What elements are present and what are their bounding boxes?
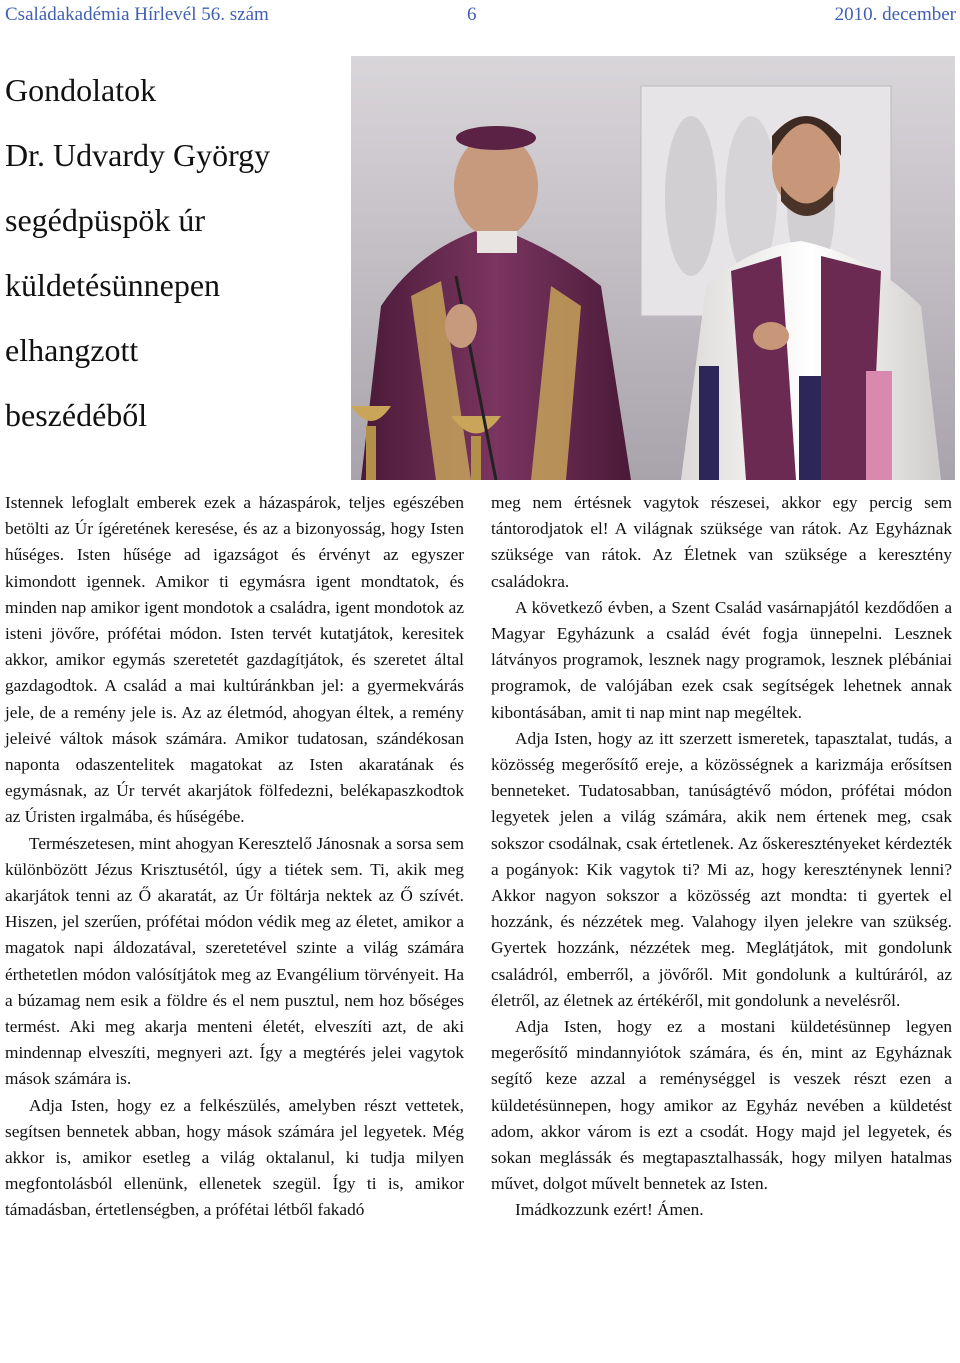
title-line: Gondolatok [5,72,157,108]
page-number: 6 [467,4,477,25]
title-line: segédpüspök úr [5,202,205,238]
article-title [5,58,345,448]
paragraph: Adja Isten, hogy ez a felkészülés, amelyben részt vettetek, segítsen bennetek abban, hogy mások számára jel legyetek. Még akkor is, amikor esetleg a világ oktalanul, ki tudja milyen megfontolásból ellenünk, ellenetek szegül. Így ti is, amikor támadásban, értetlenségben, a prófétai létből fakadó [5,1095,464,1220]
left-text-column [5,490,464,1224]
title-line: küldetésünnepen [5,267,221,303]
paragraph: meg nem értésnek vagytok részesei, akkor egy percig sem tántorodjatok el! A világnak szüksége van rátok. Az Egyháznak szüksége van rátok. Az Életnek van szüksége a keresztény családokra. [491,493,952,591]
title-line: elhangzott [5,332,139,368]
paragraph: Adja Isten, hogy ez a mostani küldetésünnep legyen megerősítő mindannyiótok számára, és én, mint az Egyháznak segítő keze azzal a reménységgel is veszek részt ezen a küldetésünnepen, hogy amikor az Egyház nevében a küldetést adom, akkor várom is ezt a csodát. Hogy majd jel legyetek, és sokan meglássák és megtapasztalhassák, hogy milyen hatalmas művet, dolgot művelt bennetek az Isten. [491,1017,952,1194]
right-text-column [491,490,952,1224]
paragraph: Adja Isten, hogy az itt szerzett ismeretek, tapasztalat, tudás, a közösség megerősítő ereje, a közösségnek a karizmája erősítsen benneteket. Tudatosabban, tanúságtévő módon, prófétai módon legyetek jelen a világ számára, akik nem értenek meg, csak sokszor csodálnak, csak értetlenek. Az őskeresztényeket kérdezték a pogányok: Kik vagytok ti? Mi az, hogy kereszténynek lenni? Akkor nagyon sokszor a közösség azt mondta: ti gyertek el hozzánk, és nézzétek meg. Valahogy ilyen jelekre van szükség. Gyertek hozzánk, nézzétek meg. Meglátjátok, mit gondolunk családról, emberről, a jövőről. Mit gondolunk a kultúráról, az életről, az életnek az értékéről, mit gondolunk a nevelésről. [491,728,952,1010]
paragraph: Természetesen, mint ahogyan Keresztelő Jánosnak a sorsa sem különbözött Jézus Krisztusétól, úgy a tiétek sem. Ti, akik meg akarjátok tenni az Ő akaratát, az Úr föltárja nektek az Ő szívét. Hiszen, jel szerűen, prófétai módon védik meg az életet, amikor a magatok napi áldozatával, szeretetével szinte a világ számára érthetetlen módon valósítjátok meg az Evangélium törvényeit. Ha a búzamag nem esik a földre és el nem pusztul, nem hoz bőséges termést. Aki meg akarja menteni életét, elveszíti azt, de aki mindennap elveszíti, megnyeri azt. Így a megtérés jelei vagytok mások számára is. [5,833,464,1089]
title-line: beszédéből [5,397,148,433]
closing-line: Imádkozzunk ezért! Ámen. [515,1200,704,1220]
photo-bishop-and-priest [351,56,955,480]
page-header [0,0,960,30]
paragraph: Istennek lefoglalt emberek ezek a házaspárok, teljes egészében betölti az Úr ígéretének keresése, és az a bizonyosság, hogy Isten hűséges. Isten hűsége ad igazságot és érvényt az egyszer kimondott igennek. Amikor ti egymásra igent mondtatok, és minden nap amikor igent mondotok a családra, igent mondotok az isteni jövőre, prófétai módon. Isten tervét kutatjátok, keresitek akkor, amikor egymás szeretetét gazdagítjátok, és szeretet által gazdagodtok. A család a mai kultúránkban jel: a gyermekvárás jele, de a remény jele is. Az az életmód, ahogyan éltek, a remény jeleivé váltok mások számára. Amikor tudatosan, szándékosan naponta odaszentelitek magatokat az Isten akaratának és egymásnak, az Úr tervét akarjátok fölfedezni, belékapaszkodtok az Úristen irgalmába, és hűségébe. [5,493,464,827]
photo-illustration [351,56,955,480]
title-line: Dr. Udvardy György [5,137,271,173]
issue-date: 2010. december [834,4,956,25]
paragraph: A következő évben, a Szent Család vasárnapjától kezdődően a Magyar Egyházunk a család évét fogja ünnepelni. Lesznek látványos programok, lesznek nagy programok, lesznek plébániai programok, de valójában ezek csak segítségek lehetnek annak kibontásában, amit ti nap mint nap megéltek. [491,597,952,722]
publication-name: Családakadémia Hírlevél 56. szám [5,4,269,25]
